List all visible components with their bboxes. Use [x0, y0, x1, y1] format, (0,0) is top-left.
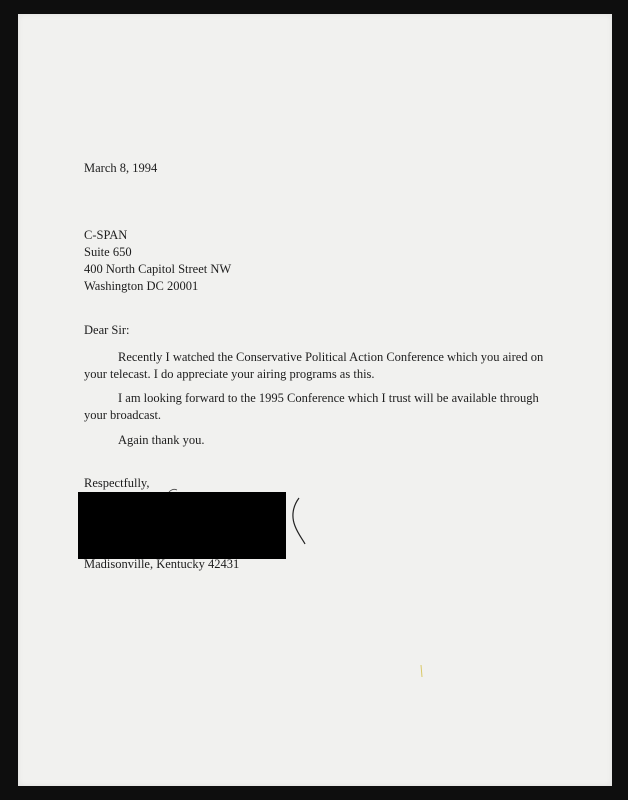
recipient-city: Washington DC 20001 — [84, 279, 199, 293]
letter-date: March 8, 1994 — [84, 161, 158, 175]
redacted-signature-block — [78, 492, 286, 559]
recipient-street: 400 North Capitol Street NW — [84, 262, 232, 276]
sender-city: Madisonville, Kentucky 42431 — [84, 557, 240, 571]
recipient-suite: Suite 650 — [84, 245, 132, 259]
salutation: Dear Sir: — [84, 323, 130, 337]
recipient-name: C-SPAN — [84, 228, 128, 242]
body-paragraph-2: I am looking forward to the 1995 Conference which I trust will be available through your broadcast. — [84, 391, 539, 422]
signature-stroke — [285, 496, 315, 546]
body-paragraph-3: Again thank you. — [118, 433, 205, 447]
yellow-ink-mark — [418, 664, 424, 678]
body-paragraph-1: Recently I watched the Conservative Political Action Conference which you aired on your telecast. I do appreciate your airing programs as this. — [84, 350, 544, 381]
closing: Respectfully, — [84, 476, 150, 490]
